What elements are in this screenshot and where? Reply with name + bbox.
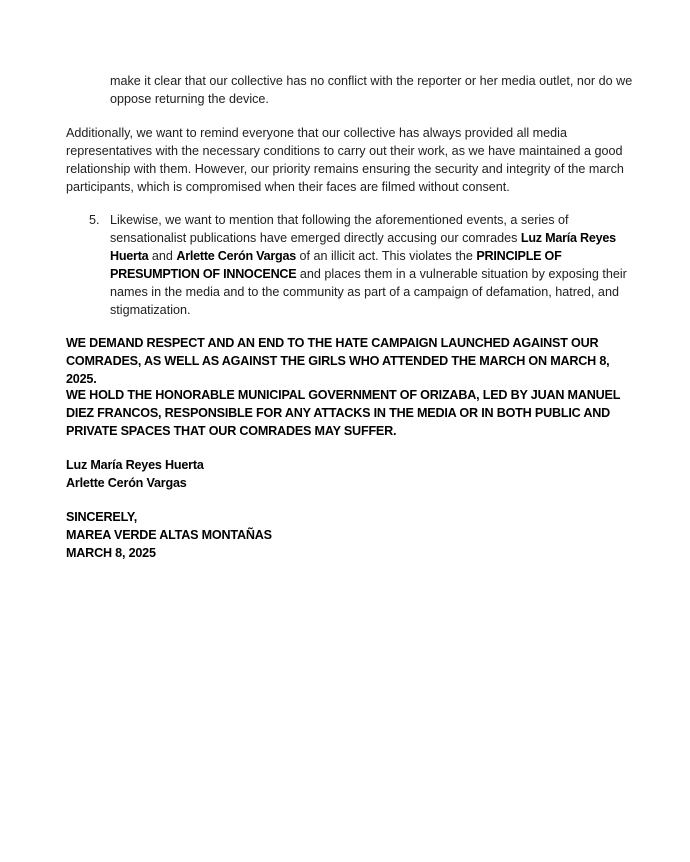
demand-respect: WE DEMAND RESPECT AND AN END TO THE HATE CAMPAIGN LAUNCHED AGAINST OUR COMRADES, AS WELL AS AGAINST THE GIRLS WHO ATTENDED THE MARCH ON MARCH 8, 2025. [66, 336, 610, 386]
closing-organization: MAREA VERDE ALTAS MONTAÑAS [66, 528, 272, 542]
closing-date: MARCH 8, 2025 [66, 546, 156, 560]
item-5-text-1: Likewise, we want to mention that following the aforementioned events, a series of sensationalist publications have emerged directly accusing our comrades [110, 213, 569, 245]
demand-government-responsibility: WE HOLD THE HONORABLE MUNICIPAL GOVERNMENT OF ORIZABA, LED BY JUAN MANUEL DIEZ FRANCOS, RESPONSIBLE FOR ANY ATTACKS IN THE MEDIA OR IN BOTH PUBLIC AND PRIVATE SPACES THAT OUR COMRADES MAY SUFFER. [66, 388, 620, 438]
item-5-text-3: of an illicit act. This violates the [296, 249, 477, 263]
comrade-name-2: Arlette Cerón Vargas [176, 249, 296, 263]
signatory-2: Arlette Cerón Vargas [66, 476, 187, 490]
item-4-continuation: make it clear that our collective has no conflict with the reporter or her media outlet, nor do we oppose returning the device. [110, 74, 633, 106]
item-5-number: 5. [89, 213, 100, 227]
item-5-text-4: and places them in a vulnerable situation by exposing their names in the media and to the community as part of a campaign of defamation, hatred, and stigmatization. [110, 267, 627, 317]
comrade-name-1: Luz María Reyes Huerta [110, 231, 616, 263]
presumption-of-innocence: PRINCIPLE OF PRESUMPTION OF INNOCENCE [110, 249, 562, 281]
closing-salutation: SINCERELY, [66, 510, 138, 524]
item-5-text [110, 211, 634, 319]
paragraph-additionally: Additionally, we want to remind everyone that our collective has always provided all media representatives with the necessary conditions to carry out their work, as we have maintained a good relationship with them. However, our priority remains ensuring the security and integrity of the march participants, which is compromised when their faces are filmed without consent. [66, 126, 624, 194]
item-5-text-2: and [148, 249, 177, 263]
signatory-1: Luz María Reyes Huerta [66, 458, 204, 472]
